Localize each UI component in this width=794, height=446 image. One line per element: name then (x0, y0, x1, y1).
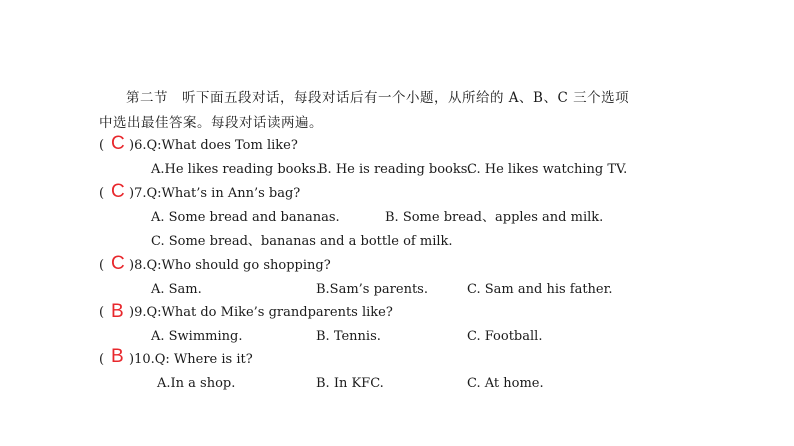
question-7-open-paren: ( (99, 186, 105, 201)
question-9-prompt: )9.Q:What do Mike’s grandparents like? (129, 305, 393, 320)
question-10-option-c: C. At home. (467, 376, 544, 391)
question-6-option-b: B. He is reading books. (318, 162, 472, 177)
question-6-answer-mark: C (111, 133, 125, 154)
question-7-option-c: C. Some bread、bananas and a bottle of milk. (151, 234, 453, 249)
question-7-option-b: B. Some bread、apples and milk. (385, 210, 604, 225)
question-6-option-c: C. He likes watching TV. (467, 162, 628, 177)
question-9-open-paren: ( (99, 305, 105, 320)
question-10-prompt: )10.Q: Where is it? (129, 352, 253, 367)
section-intro-line-2: 中选出最佳答案。每段对话读两遍。 (99, 115, 323, 131)
question-6-prompt: )6.Q:What does Tom like? (129, 138, 298, 153)
question-9-option-b: B. Tennis. (316, 329, 381, 344)
question-7-option-a: A. Some bread and bananas. (151, 210, 340, 225)
question-10-open-paren: ( (99, 352, 105, 367)
question-8-prompt: )8.Q:Who should go shopping? (129, 258, 331, 273)
section-intro-line-1: 第二节 听下面五段对话，每段对话后有一个小题，从所给的 A、B、C 三个选项 (126, 90, 630, 106)
question-6-open-paren: ( (99, 138, 105, 153)
question-6-option-a: A.He likes reading books. (151, 162, 320, 177)
question-8-option-a: A. Sam. (151, 282, 202, 297)
question-8-open-paren: ( (99, 258, 105, 273)
question-9-answer-mark: B (111, 301, 124, 322)
question-10-option-b: B. In KFC. (316, 376, 384, 391)
question-9-option-c: C. Football. (467, 329, 543, 344)
question-10-option-a: A.In a shop. (157, 376, 236, 391)
question-9-option-a: A. Swimming. (151, 329, 243, 344)
question-8-option-b: B.Sam’s parents. (316, 282, 428, 297)
question-8-answer-mark: C (111, 253, 125, 274)
question-7-prompt: )7.Q:What’s in Ann’s bag? (129, 186, 301, 201)
question-8-option-c: C. Sam and his father. (467, 282, 613, 297)
question-10-answer-mark: B (111, 346, 124, 367)
question-7-answer-mark: C (111, 181, 125, 202)
